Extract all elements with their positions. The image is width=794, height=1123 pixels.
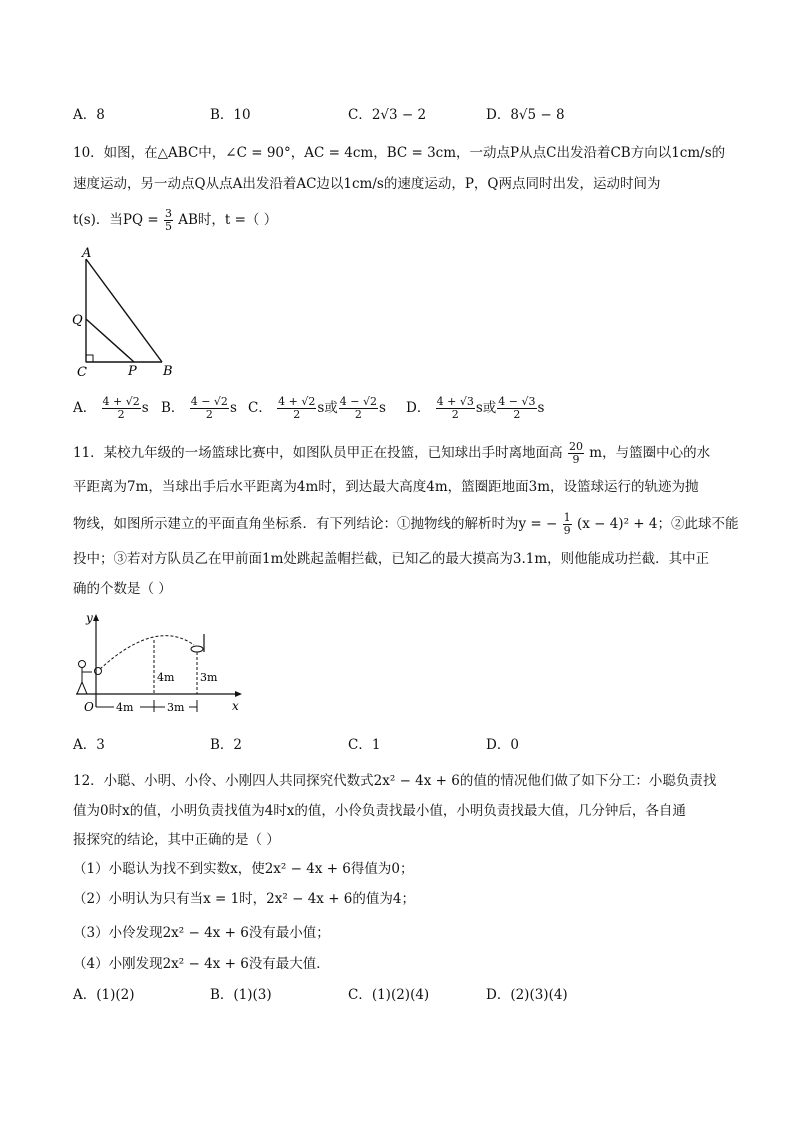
q12-line-1: 12．小聪、小明、小伶、小刚四人共同探究代数式2x² − 4x + 6的值的情况他们做了如下分工：小聪负责找 xyxy=(73,773,717,789)
q11-line-4: 投中；③若对方队员乙在甲前面1m处跳起盖帽拦截，已知乙的最大摸高为3.1m，则他能成功拦截．其中正 xyxy=(73,551,710,567)
q11-line-5: 确的个数是（ ） xyxy=(73,581,172,597)
q12-line-3: 报探究的结论，其中正确的是（ ） xyxy=(73,832,280,848)
q9-option-c: C．2√3 − 2 xyxy=(348,107,427,123)
height-3m: 3m xyxy=(200,671,218,684)
q9-option-a: A．8 xyxy=(73,107,105,123)
q11-fraction-coef: $\frac{1}{9}$ xyxy=(563,511,571,537)
q11-line-3: 物线，如图所示建立的平面直角坐标系．有下列结论：①抛物线的解析时为y = − $\frac{1}{9}$ (x − 4)² + 4；②此球不能 xyxy=(73,511,739,537)
q12-item-4: （4）小刚发现2x² − 4x + 6没有最大值． xyxy=(73,956,330,972)
q11-option-d: D．0 xyxy=(486,737,519,753)
segment-3m: 3m xyxy=(167,701,185,714)
q11-option-c: C．1 xyxy=(348,737,381,753)
q12-line-2: 值为0时x的值，小明负责找值为4时x的值，小伶负责找最小值，小明负责找最大值，几分钟后，各自通 xyxy=(73,803,686,819)
q12-item-1: （1）小聪认为找不到实数x，使2x² − 4x + 6得值为0； xyxy=(73,861,414,877)
q12-option-d: D．(2)(3)(4) xyxy=(486,987,568,1003)
q11-fraction-height: $\frac{20}{9}$ xyxy=(568,440,583,466)
axis-y-label: y xyxy=(86,612,93,625)
q10-option-b: B． $\frac{4 - √2}{2}$ s xyxy=(161,395,237,421)
q11-option-b: B．2 xyxy=(210,737,243,753)
q9-option-b: B．10 xyxy=(210,107,251,123)
q11-line-2: 平距离为7m，当球出手后水平距离为4m时，到达最大高度4m，篮圈距地面3m，设篮球运行的轨迹为抛 xyxy=(73,479,699,495)
q10-triangle-figure xyxy=(70,245,190,380)
q11-option-a: A．3 xyxy=(73,737,105,753)
segment-4m: 4m xyxy=(116,701,134,714)
q10-line-1: 10．如图，在△ABC中，∠C = 90°，AC = 4cm，BC = 3cm，一动点P从点C出发沿着CB方向以1cm/s的 xyxy=(73,145,726,161)
origin-label: O xyxy=(84,700,94,714)
label-C: C xyxy=(77,365,87,380)
q10-line-2: 速度运动，另一动点Q从点A出发沿着AC边以1cm/s的速度运动，P，Q两点同时出发，运动时间为 xyxy=(73,176,661,192)
q10-line-3: t(s)．当PQ = $\frac{3}{5}$ AB时，t =（ ） xyxy=(73,207,278,233)
q11-basketball-figure xyxy=(70,612,250,717)
q9-option-d: D．8√5 − 8 xyxy=(486,107,565,123)
q12-option-a: A．(1)(2) xyxy=(73,987,135,1003)
label-B: B xyxy=(163,364,173,379)
q12-item-3: （3）小伶发现2x² − 4x + 6没有最小值； xyxy=(73,925,330,941)
q10-option-a: A． $\frac{4 + √2}{2}$ s xyxy=(73,395,149,421)
q10-option-c: C． $\frac{4 + √2}{2}$ s或 $\frac{4 - √2}{2}$ s xyxy=(248,395,386,421)
q11-line-1: 11．某校九年级的一场篮球比赛中，如图队员甲正在投篮，已知球出手时离地面高 $\frac{20}{9}$ m，与篮圈中心的水 xyxy=(73,440,711,466)
q10-option-d: D． $\frac{4 + √3}{2}$ s或 $\frac{4 - √3}{2}$ s xyxy=(406,395,545,421)
q12-option-c: C．(1)(2)(4) xyxy=(348,987,430,1003)
axis-x-label: x xyxy=(232,699,239,713)
label-P: P xyxy=(128,364,137,379)
q12-option-b: B．(1)(3) xyxy=(210,987,272,1003)
height-4m: 4m xyxy=(157,671,175,684)
q12-item-2: （2）小明认为只有当x = 1时，2x² − 4x + 6的值为4； xyxy=(73,891,415,907)
label-Q: Q xyxy=(72,313,83,328)
label-A: A xyxy=(82,246,92,261)
q10-fraction: $\frac{3}{5}$ xyxy=(164,207,172,233)
